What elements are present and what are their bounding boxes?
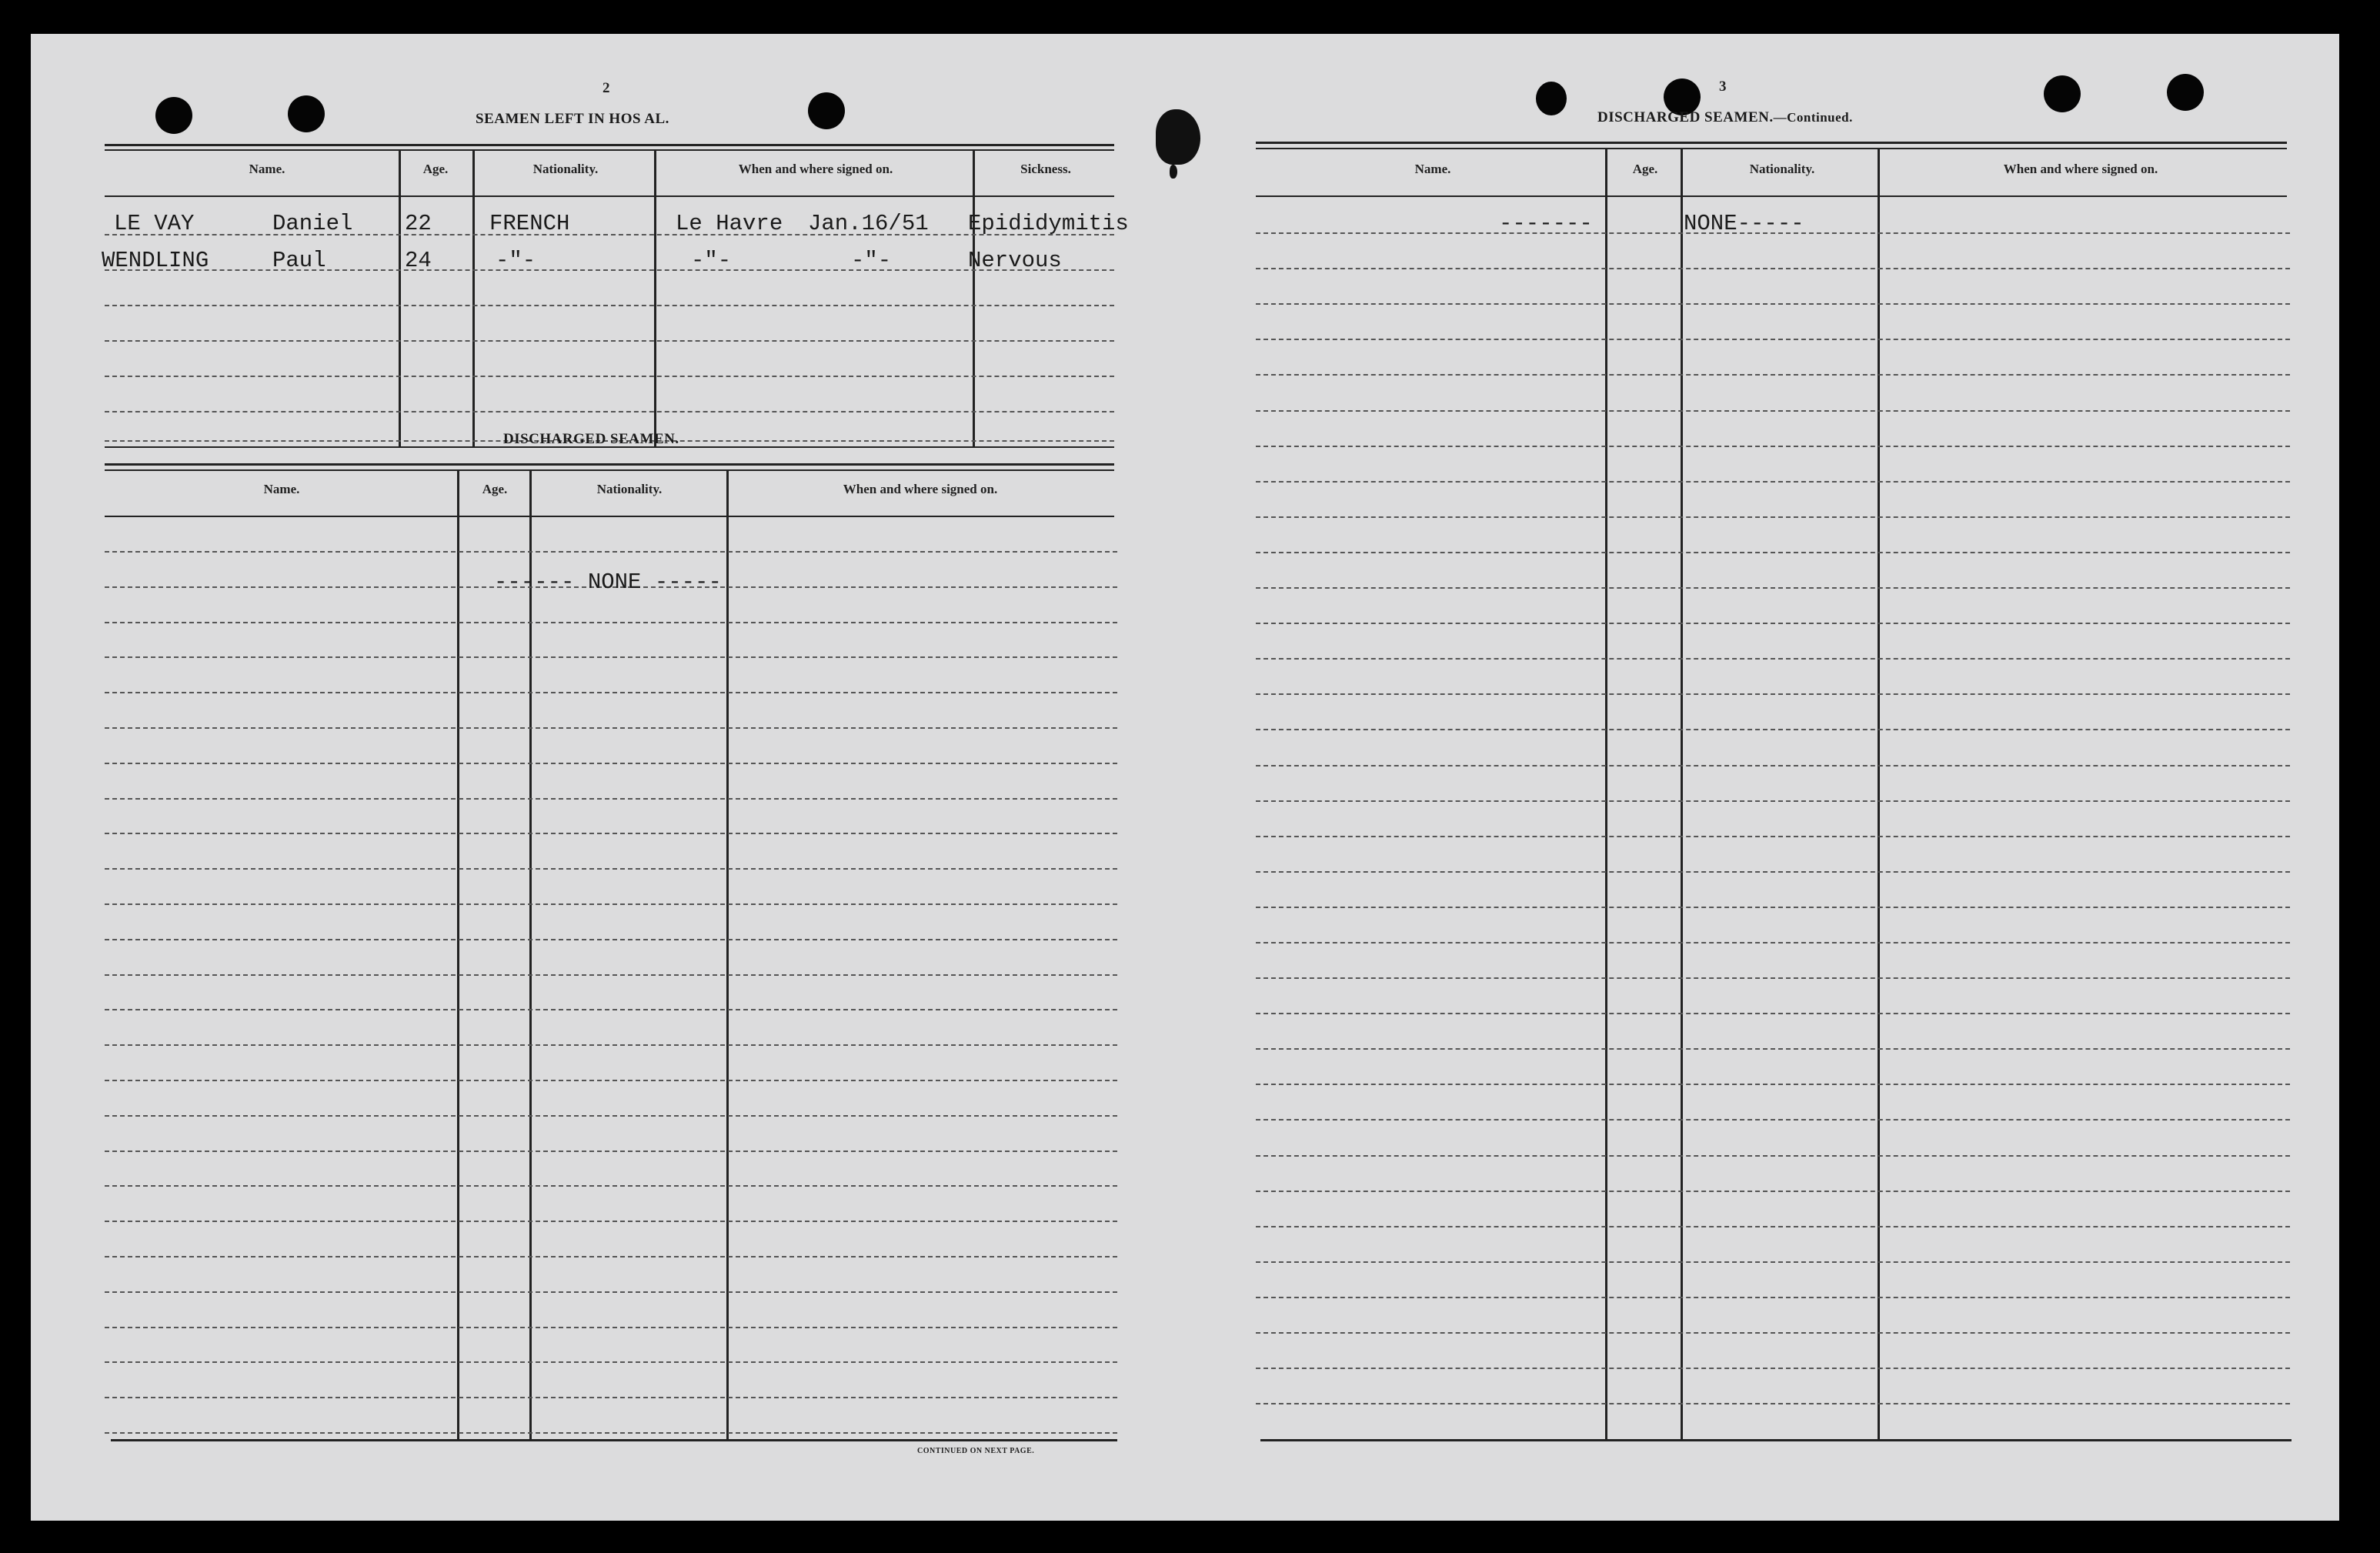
none-entry: ------ NONE ----- <box>494 569 722 595</box>
ruled-line <box>1256 1013 2290 1014</box>
column-divider <box>973 149 975 446</box>
column-divider <box>399 149 401 446</box>
column-divider <box>457 469 459 1441</box>
ruled-line <box>1256 1155 2290 1157</box>
punch-hole <box>1536 82 1567 115</box>
ruled-line <box>105 939 1117 940</box>
column-divider <box>1681 148 1683 1441</box>
ruled-line <box>105 1361 1117 1363</box>
table-top-rule <box>1256 142 2287 144</box>
column-header-name: Name. <box>263 482 300 496</box>
title-suffix: —Continued. <box>1773 110 1853 125</box>
ruled-line <box>105 1009 1117 1010</box>
ruled-line <box>1256 410 2290 412</box>
ruled-line <box>1256 765 2290 766</box>
ruled-line <box>105 269 1114 271</box>
ruled-line <box>1256 942 2290 943</box>
table-top-rule <box>105 469 1114 471</box>
column-divider <box>529 469 532 1441</box>
ruled-line <box>105 1291 1117 1293</box>
discharged-section-title: DISCHARGED SEAMEN. <box>503 431 679 447</box>
punch-hole <box>155 97 192 134</box>
column-header-name: Name. <box>1414 162 1451 176</box>
column-divider <box>654 149 656 446</box>
ruled-line <box>1256 1119 2290 1120</box>
column-divider <box>1605 148 1607 1441</box>
ruled-line <box>1256 1226 2290 1227</box>
ruled-line <box>105 1256 1117 1257</box>
ruled-line <box>1256 552 2290 553</box>
signed-on-date: Jan.16/51 <box>808 211 929 236</box>
ruled-line <box>105 656 1117 658</box>
ruled-line <box>1256 1332 2290 1334</box>
signed-on-place: Le Havre <box>676 211 783 236</box>
ruled-line <box>105 1115 1117 1117</box>
table-bottom-rule <box>111 1439 1117 1441</box>
column-divider <box>726 469 729 1441</box>
column-header-signed-on: When and where signed on. <box>843 482 998 496</box>
seaman-given-name: Daniel <box>272 211 353 236</box>
ruled-line <box>105 622 1117 623</box>
column-header-sickness: Sickness. <box>1020 162 1071 176</box>
ruled-line <box>105 1044 1117 1046</box>
column-header-nationality: Nationality. <box>532 162 599 176</box>
column-header-age: Age. <box>422 162 449 176</box>
ruled-line <box>1256 481 2290 483</box>
ruled-line <box>1256 623 2290 624</box>
ruled-line <box>1256 693 2290 695</box>
seaman-surname: WENDLING <box>102 248 209 273</box>
seaman-age: 22 <box>405 211 432 236</box>
signed-on-date: -"- <box>851 248 892 273</box>
sickness: Epididymitis <box>968 211 1129 236</box>
ruled-line <box>1256 1403 2290 1404</box>
ruled-line <box>105 1397 1117 1398</box>
ruled-line <box>105 1151 1117 1152</box>
table-top-rule <box>1256 148 2287 149</box>
hospital-section-title: SEAMEN LEFT IN HOS AL. <box>476 111 669 127</box>
column-header-nationality: Nationality. <box>1749 162 1815 176</box>
column-header-signed-on: When and where signed on. <box>2003 162 2158 176</box>
ruled-line <box>105 305 1114 306</box>
ruled-line <box>1256 1368 2290 1369</box>
ruled-line <box>1256 516 2290 518</box>
ruled-line <box>105 551 1117 553</box>
table-top-rule <box>105 149 1114 151</box>
ruled-line <box>1256 871 2290 873</box>
ruled-line <box>1256 587 2290 589</box>
ruled-line <box>105 833 1117 834</box>
seaman-surname: LE VAY <box>114 211 195 236</box>
header-bottom-rule <box>105 516 1114 517</box>
ruled-line <box>1256 1297 2290 1298</box>
seaman-age: 24 <box>405 248 432 273</box>
ruled-line <box>1256 1191 2290 1192</box>
seaman-nationality: -"- <box>496 248 536 273</box>
header-bottom-rule <box>105 195 1114 197</box>
ruled-line <box>105 1432 1117 1434</box>
ruled-line <box>105 376 1114 377</box>
ruled-line <box>1256 907 2290 908</box>
page-number: 3 <box>1719 78 1727 95</box>
ruled-line <box>105 727 1117 729</box>
table-bottom-rule <box>1260 1439 2292 1441</box>
punch-hole <box>808 92 845 129</box>
column-divider <box>472 149 475 446</box>
sickness: Nervous <box>968 248 1062 273</box>
ruled-line <box>105 340 1114 342</box>
title-text: DISCHARGED SEAMEN. <box>1597 109 1774 125</box>
column-header-name: Name. <box>249 162 285 176</box>
ruled-line <box>105 1327 1117 1328</box>
ruled-line <box>1256 446 2290 447</box>
ruled-line <box>105 1221 1117 1222</box>
ruled-line <box>105 411 1114 412</box>
column-header-age: Age. <box>482 482 508 496</box>
ruled-line <box>1256 268 2290 269</box>
page-number: 2 <box>603 80 610 96</box>
punch-hole <box>288 95 325 132</box>
none-entry-dashes: ------- <box>1499 211 1593 236</box>
discharged-continued-title <box>1597 109 1853 126</box>
column-divider <box>1878 148 1880 1441</box>
ruled-line <box>105 1080 1117 1081</box>
ruled-line <box>105 234 1114 235</box>
ruled-line <box>1256 836 2290 837</box>
ruled-line <box>1256 374 2290 376</box>
ruled-line <box>1256 658 2290 660</box>
ruled-line <box>1256 729 2290 730</box>
ruled-line <box>105 903 1117 905</box>
ruled-line <box>105 763 1117 764</box>
column-header-nationality: Nationality. <box>596 482 663 496</box>
ruled-line <box>105 798 1117 800</box>
signed-on-place: -"- <box>691 248 732 273</box>
ruled-line <box>1256 1261 2290 1263</box>
table-top-rule <box>105 463 1114 466</box>
ruled-line <box>1256 977 2290 979</box>
ruled-line <box>1256 339 2290 340</box>
ink-blot <box>1170 165 1177 179</box>
ruled-line <box>105 692 1117 693</box>
ruled-line <box>1256 1048 2290 1050</box>
ruled-line <box>1256 303 2290 305</box>
ruled-line <box>1256 1084 2290 1085</box>
column-header-age: Age. <box>1632 162 1658 176</box>
ruled-line <box>1256 800 2290 802</box>
column-header-signed-on: When and where signed on. <box>738 162 893 176</box>
document-sheet <box>31 34 2339 1521</box>
table-top-rule <box>105 144 1114 146</box>
ruled-line <box>105 1185 1117 1187</box>
continued-note: CONTINUED ON NEXT PAGE. <box>917 1447 1035 1455</box>
header-bottom-rule <box>1256 195 2287 197</box>
ink-blot <box>1156 109 1200 165</box>
ruled-line <box>105 868 1117 870</box>
seaman-nationality: FRENCH <box>489 211 570 236</box>
punch-hole <box>2167 74 2204 111</box>
seaman-given-name: Paul <box>272 248 326 273</box>
none-entry: NONE----- <box>1684 211 1804 236</box>
punch-hole <box>2044 75 2081 112</box>
ruled-line <box>105 974 1117 976</box>
